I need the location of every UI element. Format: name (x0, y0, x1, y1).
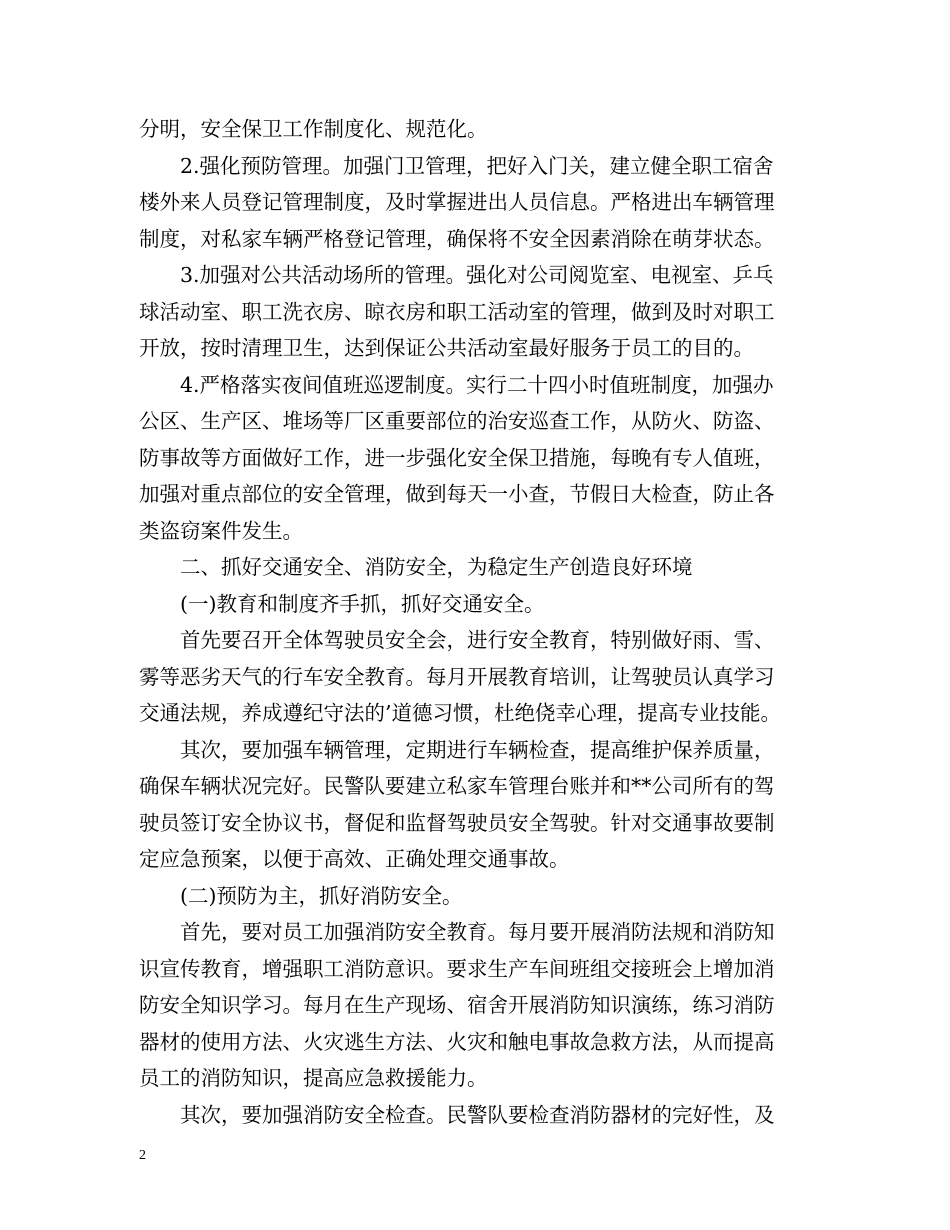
text-line: 定应急预案，以便于高效、正确处理交通事故。 (139, 847, 570, 871)
text-line: 防事故等方面做好工作，进一步强化安全保卫措施，每晚有专人值班， (139, 445, 775, 470)
text-line: 交通法规，养成遵纪守法的’道德习惯，杜绝侥幸心理，提高专业技能。 (139, 701, 782, 725)
text-line: 器材的使用方法、火灾逃生方法、火灾和触电事故急救方法，从而提高 (139, 1029, 775, 1054)
text-line: 2.强化预防管理。加强门卫管理，把好入门关，建立健全职工宿舍 (180, 153, 774, 178)
page-number: 2 (139, 1148, 146, 1163)
text-line: 开放，按时清理卫生，达到保证公共活动室最好服务于员工的目的。 (139, 336, 754, 360)
text-line: 球活动室、职工洗衣房、晾衣房和职工活动室的管理，做到及时对职工 (139, 299, 775, 324)
text-line: 类盗窃案件发生。 (139, 518, 303, 543)
text-line: (二)预防为主，抓好消防安全。 (180, 883, 463, 908)
text-line: 二、抓好交通安全、消防安全，为稳定生产创造良好环境 (180, 555, 693, 579)
document-body (139, 111, 839, 1133)
text-line: 3.加强对公共活动场所的管理。强化对公司阅览室、电视室、乒乓 (180, 263, 774, 287)
text-line: 楼外来人员登记管理制度，及时掌握进出人员信息。严格进出车辆管理 (139, 190, 775, 214)
text-line: 首先，要对员工加强消防安全教育。每月要开展消防法规和消防知 (180, 920, 775, 944)
text-line: (一)教育和制度齐手抓，抓好交通安全。 (180, 591, 545, 616)
text-line: 公区、生产区、堆场等厂区重要部位的治安巡查工作，从防火、防盗、 (139, 409, 775, 433)
text-line: 其次，要加强车辆管理，定期进行车辆检查，提高维护保养质量， (180, 737, 775, 762)
text-line: 制度，对私家车辆严格登记管理，确保将不安全因素消除在萌芽状态。 (139, 226, 775, 251)
text-line: 员工的消防知识，提高应急救援能力。 (139, 1066, 488, 1090)
text-line: 驶员签订安全协议书，督促和监督驾驶员安全驾驶。针对交通事故要制 (139, 810, 775, 835)
text-line: 防安全知识学习。每月在生产现场、宿舍开展消防知识演练，练习消防 (139, 993, 775, 1017)
text-line: 雾等恶劣天气的行车安全教育。每月开展教育培训，让驾驶员认真学习 (139, 664, 775, 689)
text-line: 加强对重点部位的安全管理，做到每天一小查，节假日大检查，防止各 (139, 482, 775, 506)
text-line: 首先要召开全体驾驶员安全会，进行安全教育，特别做好雨、雪、 (180, 628, 775, 652)
text-line: 其次，要加强消防安全检查。民警队要检查消防器材的完好性，及 (180, 1102, 775, 1127)
text-line: 4.严格落实夜间值班巡逻制度。实行二十四小时值班制度，加强办 (180, 372, 774, 397)
text-line: 识宣传教育，增强职工消防意识。要求生产车间班组交接班会上增加消 (139, 956, 775, 981)
text-line: 分明，安全保卫工作制度化、规范化。 (139, 117, 488, 141)
text-line: 确保车辆状况完好。民警队要建立私家车管理台账并和**公司所有的驾 (139, 774, 775, 798)
